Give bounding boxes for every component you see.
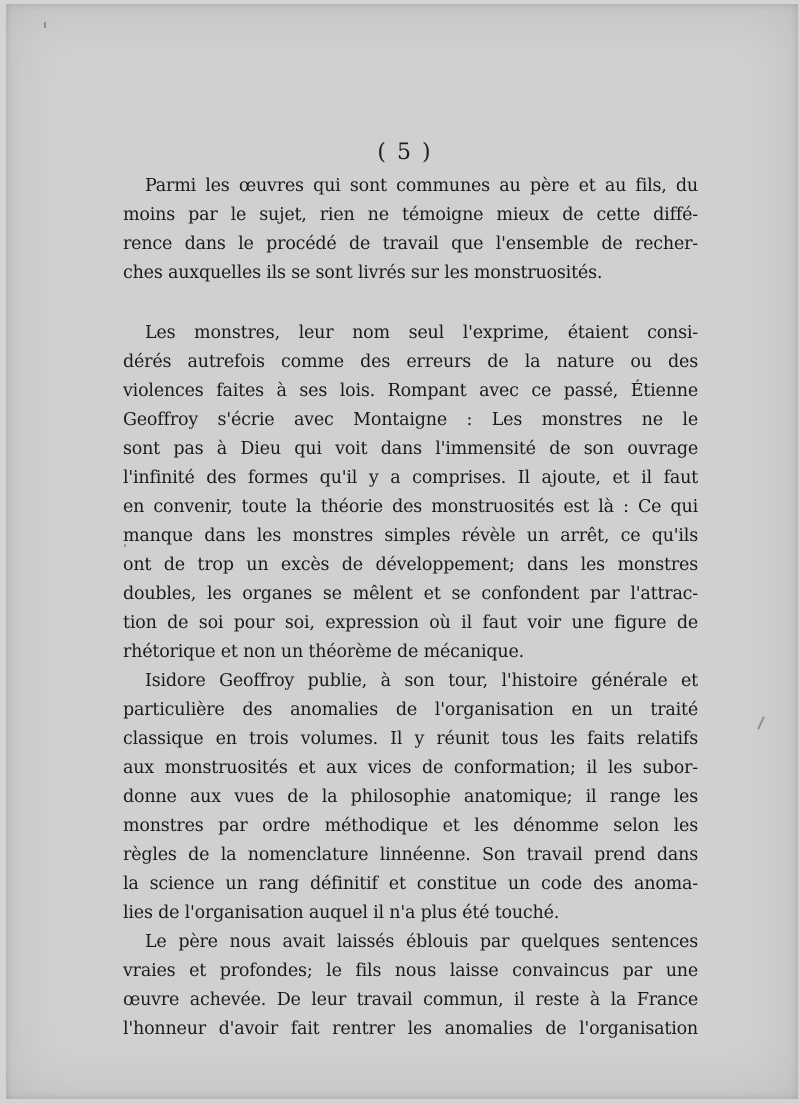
text-line: Parmi les œuvres qui sont communes au père et au fils, du — [145, 176, 698, 196]
text-line: règles de la nomenclature linnéenne. Son travail prend dans — [123, 844, 698, 865]
text-line: moins par le sujet, rien ne témoigne mieux de cette diffé- — [123, 205, 698, 225]
paragraph-gap — [123, 288, 698, 319]
scan-speck — [44, 22, 46, 28]
text-line: manque dans les monstres simples révèle un arrêt, ce qu'ils — [123, 525, 698, 546]
text-line: lies de l'organisation auquel il n'a plus été touché. — [123, 902, 560, 923]
text-line: doubles, les organes se mêlent et se confondent par l'attrac- — [123, 583, 698, 604]
text-line: donne aux vues de la philosophie anatomique; il range les — [123, 786, 698, 807]
text-line: violences faites à ses lois. Rompant avec ce passé, Étienne — [123, 380, 698, 401]
text-line: tion de soi pour soi, expression où il faut voir une figure de — [123, 612, 698, 633]
text-line: l'honneur d'avoir fait rentrer les anomalies de l'organisation — [123, 1018, 698, 1039]
text-line: la science un rang définitif et constitue un code des anoma- — [123, 873, 698, 894]
text-line: monstres par ordre méthodique et les dénomme selon les — [123, 815, 698, 836]
text-line: Les monstres, leur nom seul l'exprime, étaient consi- — [145, 322, 698, 343]
paragraph — [123, 667, 698, 928]
text-line: Isidore Geoffroy publie, à son tour, l'histoire générale et — [145, 670, 698, 691]
text-line: l'infinité des formes qu'il y a comprises. Il ajoute, et il faut — [123, 467, 698, 488]
text-line: dérés autrefois comme des erreurs de la nature ou des — [123, 351, 698, 372]
text-line: ches auxquelles ils se sont livrés sur les monstruosités. — [123, 263, 603, 283]
scan-speck — [757, 716, 765, 730]
text-line: aux monstruosités et aux vices de conformation; il les subor- — [123, 757, 698, 778]
text-line: œuvre achevée. De leur travail commun, il reste à la France — [123, 989, 698, 1010]
text-line: Geoffroy s'écrie avec Montaigne : Les monstres ne le — [123, 409, 698, 430]
text-line: ont de trop un excès de développement; dans les monstres — [123, 554, 698, 575]
paragraph — [123, 172, 698, 288]
page-number: ( 5 ) — [377, 140, 433, 165]
text-line: particulière des anomalies de l'organisation en un traité — [123, 699, 698, 720]
text-line: en convenir, toute la théorie des monstruosités est là : Ce qui — [123, 496, 698, 517]
text-line: vraies et profondes; le fils nous laisse convaincus par une — [123, 960, 698, 981]
text-line: rhétorique et non un théorème de mécanique. — [123, 641, 525, 662]
paragraph — [123, 928, 698, 1044]
paragraph — [123, 319, 698, 667]
text-line: classique en trois volumes. Il y réunit tous les faits relatifs — [123, 728, 698, 749]
text-line: rence dans le procédé de travail que l'ensemble de recher- — [123, 234, 698, 254]
body-text — [123, 172, 698, 1044]
text-line: Le père nous avait laissés éblouis par quelques sentences — [145, 931, 698, 952]
text-line: sont pas à Dieu qui voit dans l'immensité de son ouvrage — [123, 438, 698, 459]
